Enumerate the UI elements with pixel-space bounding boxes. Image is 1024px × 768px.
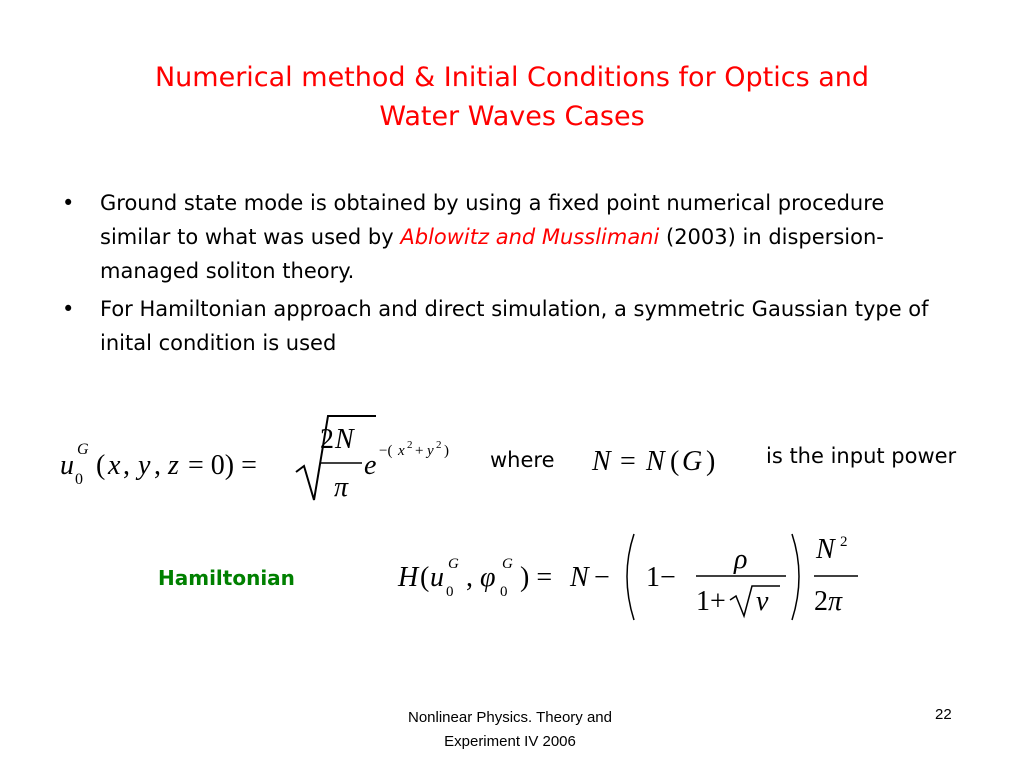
svg-text:(: ( bbox=[670, 446, 680, 477]
where-label: where bbox=[490, 448, 555, 472]
svg-text:1−: 1− bbox=[646, 562, 676, 593]
slide-footer bbox=[355, 706, 665, 754]
svg-text:z: z bbox=[168, 450, 179, 481]
bullet-2-text: For Hamiltonian approach and direct simulation, a symmetric Gaussian type of inital condition is used bbox=[100, 297, 929, 355]
footer-line-1: Nonlinear Physics. Theory and bbox=[408, 709, 612, 726]
gaussian-initial-condition-equation bbox=[58, 410, 488, 510]
svg-text:G: G bbox=[448, 556, 459, 572]
svg-text:0: 0 bbox=[500, 584, 508, 600]
input-power-equation bbox=[590, 436, 740, 480]
svg-text:G: G bbox=[502, 556, 513, 572]
svg-text:φ: φ bbox=[480, 562, 496, 593]
bullet-1-text-start: Ground state mode is obtained by using a fixed point numerical procedure similar to what was used by bbox=[100, 191, 885, 249]
svg-text:N: N bbox=[335, 424, 354, 455]
svg-text:e: e bbox=[364, 450, 377, 481]
svg-text:= 0) =: = 0) = bbox=[188, 450, 257, 481]
svg-text:u: u bbox=[60, 450, 74, 481]
svg-text:N: N bbox=[592, 446, 611, 477]
svg-text:y: y bbox=[427, 443, 434, 459]
svg-text:π: π bbox=[828, 586, 843, 617]
svg-text:,: , bbox=[154, 450, 161, 481]
hamiltonian-label: Hamiltonian bbox=[158, 566, 295, 590]
svg-text:2: 2 bbox=[840, 534, 848, 550]
svg-text:2: 2 bbox=[320, 424, 334, 455]
svg-text:−(: −( bbox=[379, 443, 393, 459]
svg-text:x: x bbox=[398, 443, 405, 459]
svg-text:G: G bbox=[77, 441, 89, 458]
page-number: 22 bbox=[935, 706, 952, 723]
slide-title-line-1: Numerical method & Initial Conditions for Optics and bbox=[154, 62, 870, 93]
svg-text:ρ: ρ bbox=[734, 544, 748, 575]
svg-text:): ) bbox=[444, 443, 449, 459]
svg-text:y: y bbox=[138, 450, 151, 481]
svg-text:ν: ν bbox=[756, 586, 769, 617]
svg-text:,: , bbox=[123, 450, 130, 481]
bullet-item-ground-state bbox=[62, 186, 942, 288]
svg-text:(: ( bbox=[96, 450, 106, 481]
svg-text:2: 2 bbox=[814, 586, 828, 617]
svg-text:N: N bbox=[570, 562, 589, 593]
svg-text:N: N bbox=[816, 534, 835, 565]
svg-text:1+: 1+ bbox=[696, 586, 726, 617]
input-power-label: is the input power bbox=[766, 444, 957, 468]
svg-text:,: , bbox=[466, 562, 473, 593]
svg-text:−: − bbox=[594, 562, 610, 593]
svg-text:2: 2 bbox=[436, 439, 442, 451]
svg-text:): ) bbox=[706, 446, 716, 477]
bullet-marker: • bbox=[62, 297, 75, 321]
svg-text:2: 2 bbox=[407, 439, 413, 451]
bullet-item-initial-condition bbox=[62, 292, 942, 360]
svg-text:=: = bbox=[620, 446, 636, 477]
slide-title-line-2: Water Waves Cases bbox=[379, 101, 645, 132]
svg-text:N: N bbox=[646, 446, 665, 477]
citation-ablowitz-musslimani: Ablowitz and Musslimani bbox=[400, 225, 660, 249]
footer-line-2: Experiment IV 2006 bbox=[444, 733, 576, 750]
hamiltonian-equation bbox=[396, 528, 866, 628]
svg-text:) =: ) = bbox=[520, 562, 553, 593]
svg-text:0: 0 bbox=[446, 584, 454, 600]
svg-text:H: H bbox=[398, 562, 419, 593]
bullet-marker: • bbox=[62, 191, 75, 215]
svg-text:G: G bbox=[682, 446, 703, 477]
svg-text:(: ( bbox=[420, 562, 430, 593]
svg-text:0: 0 bbox=[75, 471, 83, 488]
svg-text:u: u bbox=[430, 562, 444, 593]
bullet-1-text-end: (2003) in dispersion-managed soliton theory. bbox=[100, 225, 884, 283]
svg-text:+: + bbox=[415, 443, 424, 459]
svg-text:x: x bbox=[108, 450, 121, 481]
bullet-list bbox=[62, 186, 942, 364]
slide-title bbox=[80, 58, 944, 136]
svg-text:π: π bbox=[334, 472, 349, 503]
